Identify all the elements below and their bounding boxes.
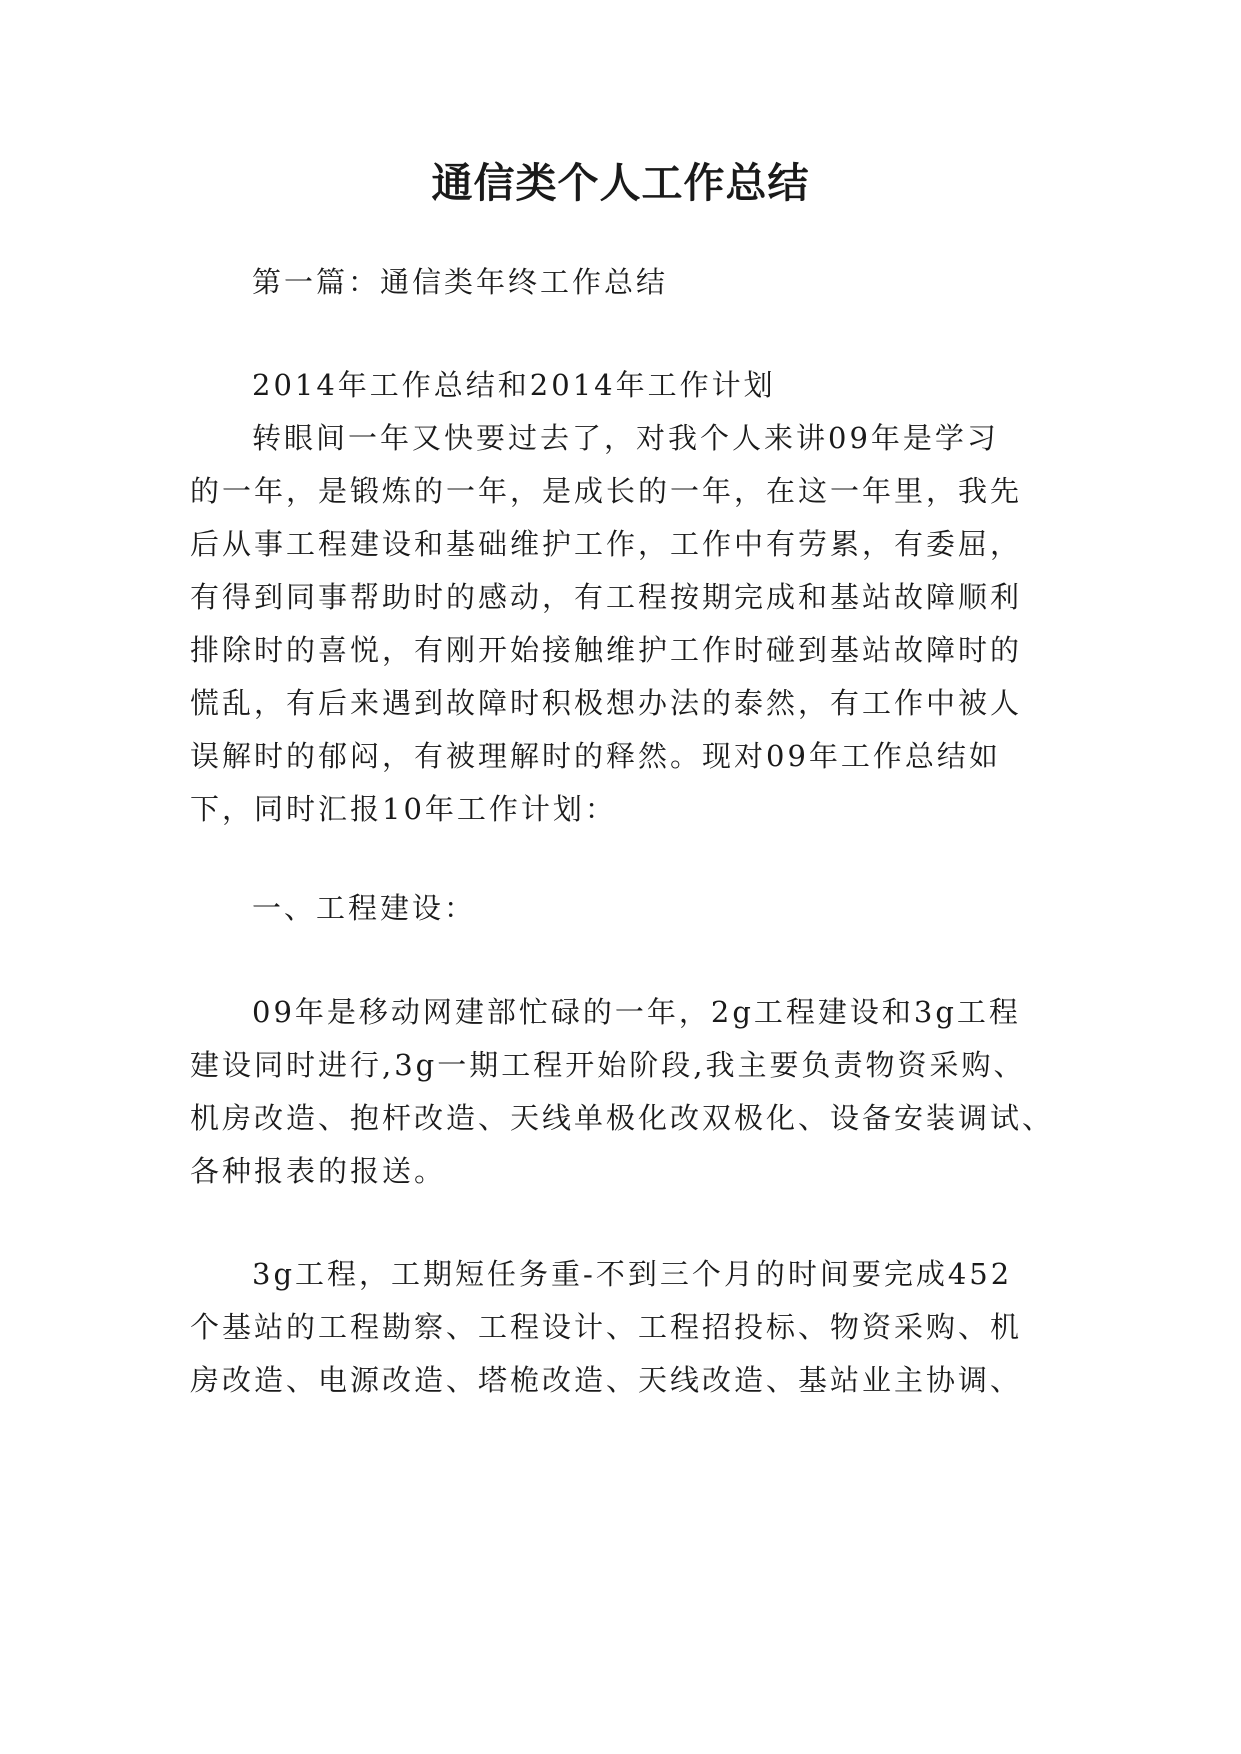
paragraph-1 (190, 412, 1054, 836)
heading-engineering: 一、工程建设： (252, 891, 477, 925)
paragraph-line: 转眼间一年又快要过去了，对我个人来讲09年是学习 (252, 421, 999, 455)
paragraph-line: 慌乱，有后来遇到故障时积极想办法的泰然，有工作中被人 (190, 686, 1023, 720)
paragraph-line: 09年是移动网建部忙碌的一年，2g工程建设和3g工程 (252, 995, 1021, 1029)
subtitle: 2014年工作总结和2014年工作计划 (252, 368, 776, 402)
paragraph-line: 建设同时进行,3g一期工程开始阶段,我主要负责物资采购、 (190, 1048, 1026, 1082)
paragraph-line: 排除时的喜悦，有刚开始接触维护工作时碰到基站故障时的 (190, 633, 1023, 667)
paragraph-line: 的一年，是锻炼的一年，是成长的一年，在这一年里，我先 (190, 474, 1023, 508)
paragraph-2 (190, 986, 1054, 1198)
paragraph-line: 个基站的工程勘察、工程设计、工程招投标、物资采购、机 (190, 1310, 1023, 1344)
paragraph-line: 3g工程，工期短任务重-不到三个月的时间要完成452 (252, 1257, 1013, 1291)
paragraph-line: 后从事工程建设和基础维护工作，工作中有劳累，有委屈， (190, 527, 1023, 561)
paragraph-line: 下，同时汇报10年工作计划： (190, 792, 617, 826)
section-heading: 第一篇：通信类年终工作总结 (252, 265, 669, 299)
paragraph-line: 有得到同事帮助时的感动，有工程按期完成和基站故障顺利 (190, 580, 1023, 614)
paragraph-line: 各种报表的报送。 (190, 1154, 447, 1188)
paragraph-3 (190, 1248, 1054, 1407)
document-title: 通信类个人工作总结 (431, 159, 810, 207)
paragraph-line: 误解时的郁闷，有被理解时的释然。现对09年工作总结如 (190, 739, 1001, 773)
paragraph-line: 机房改造、抱杆改造、天线单极化改双极化、设备安装调试、 (190, 1101, 1055, 1135)
paragraph-line: 房改造、电源改造、塔桅改造、天线改造、基站业主协调、 (190, 1363, 1023, 1397)
